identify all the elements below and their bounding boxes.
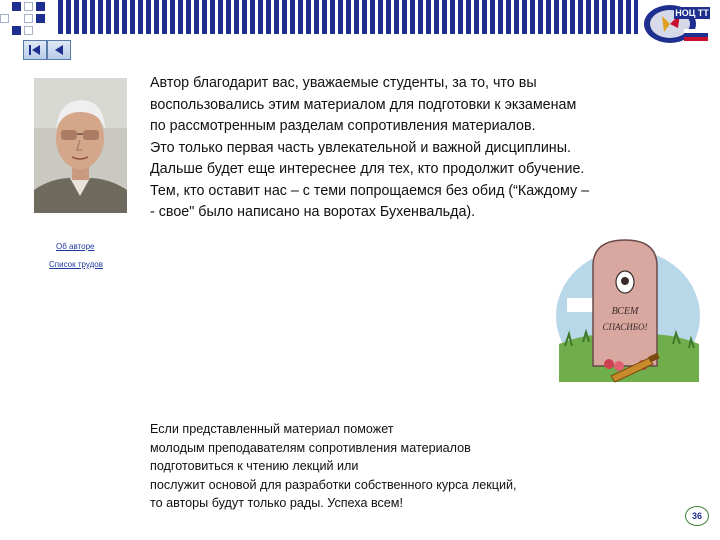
header-stripe-bar xyxy=(58,0,638,34)
text-line: послужит основой для разработки собственного курса лекций, xyxy=(150,477,517,492)
text-line: то авторы будут только рады. Успеха всем! xyxy=(150,496,403,511)
logo xyxy=(640,2,712,48)
logo-text: НОЦ ТТ xyxy=(675,8,709,18)
decor-square xyxy=(12,2,21,11)
decor-square xyxy=(24,2,33,11)
text-line: Автор благодарит вас, уважаемые студенты, за то, что вы xyxy=(150,75,537,91)
page-number-badge: 36 xyxy=(685,506,709,526)
previous-slide-button[interactable] xyxy=(47,40,71,60)
decor-square xyxy=(24,26,33,35)
decor-square xyxy=(12,26,21,35)
closing-paragraph xyxy=(150,420,630,513)
decor-square xyxy=(36,14,45,23)
text-line: Если представленный материал поможет xyxy=(150,422,394,436)
previous-icon xyxy=(51,43,67,57)
decor-square xyxy=(24,14,33,23)
first-slide-button[interactable] xyxy=(23,40,47,60)
text-line: молодым преподавателям сопротивления материалов xyxy=(150,440,471,455)
skip-back-icon xyxy=(27,43,43,57)
author-photo xyxy=(34,78,127,213)
decor-square xyxy=(36,2,45,11)
text-line: подготовиться к чтению лекций или xyxy=(150,459,359,474)
gravestone-illustration xyxy=(553,226,703,386)
gravestone-text-line2: СПАСИБО! xyxy=(602,322,648,332)
text-line: - свое" было написано на воротах Бухенвальда). xyxy=(150,204,476,220)
text-line: воспользовались этим материалом для подготовки к экзаменам xyxy=(150,96,577,113)
about-author-link[interactable]: Об авторе xyxy=(56,242,95,251)
text-line: Дальше будет еще интереснее для тех, кто продолжит обучение. xyxy=(150,161,585,177)
text-line: Это только первая часть увлекательной и важной дисциплины. xyxy=(150,139,571,156)
text-line: по рассмотренным разделам сопротивления материалов. xyxy=(150,118,536,134)
publications-list-link[interactable]: Список трудов xyxy=(49,260,103,269)
acknowledgement-paragraph xyxy=(150,73,710,224)
decor-square xyxy=(0,14,9,23)
gravestone-text-line1: ВСЕМ xyxy=(611,306,639,317)
text-line: Тем, кто оставит нас – с теми попрощаемся без обид (“Каждому – xyxy=(150,182,590,199)
